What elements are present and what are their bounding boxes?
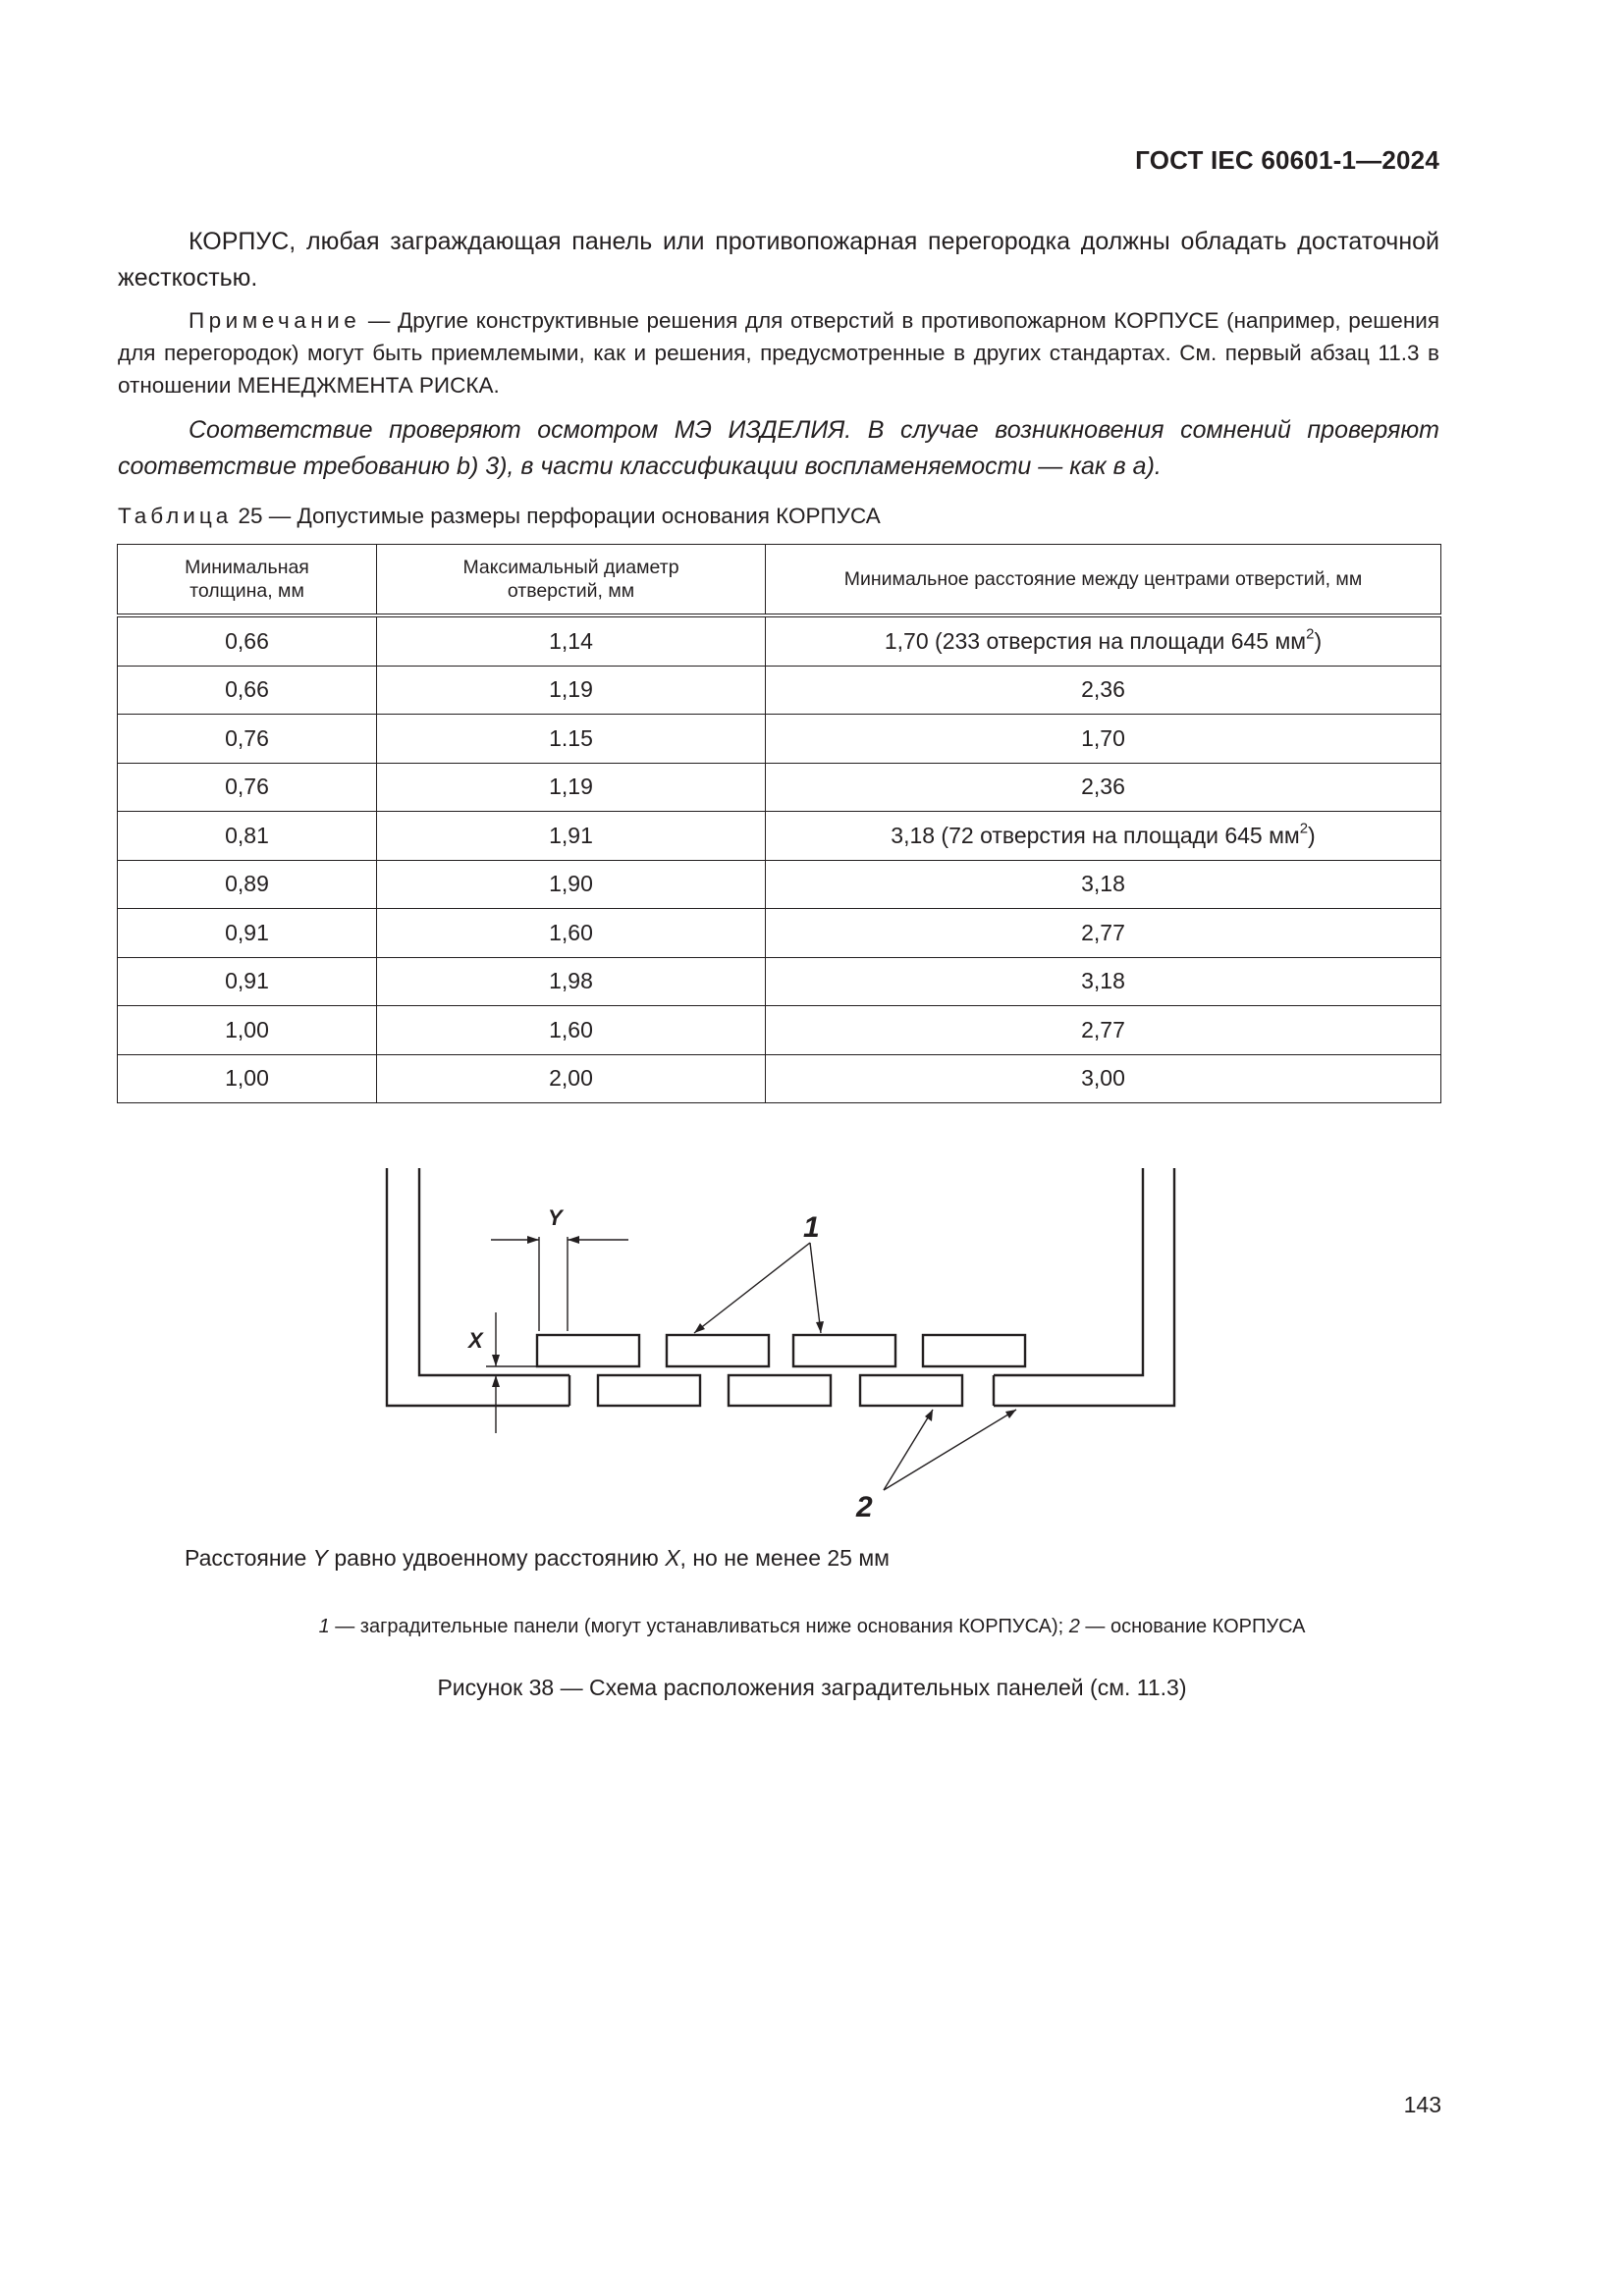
document-header: ГОСТ IEC 60601-1—2024 [1135,145,1439,175]
table-row [118,860,1441,909]
cell-thickness: 0,66 [118,666,377,715]
label-x: X [468,1328,483,1353]
cell-distance: 1,70 [766,715,1441,764]
table-row [118,666,1441,715]
note-text: — Другие конструктивные решения для отверстий в противопожарном КОРПУСЕ (например, решения для перегородок) могут быть приемлемыми, как и решения, предусмотренные в других стандартах. См. первый абзац 11.3 в отношении МЕНЕДЖМЕНТА РИСКА. [118,308,1439,398]
cell-diameter: 2,00 [377,1054,766,1103]
cell-distance: 1,70 (233 отверстия на площади 645 $мм^2$) [766,615,1441,666]
cell-thickness: 1,00 [118,1054,377,1103]
cell-thickness: 0,81 [118,812,377,861]
base-segment [598,1375,700,1406]
cell-diameter: 1,19 [377,763,766,812]
cell-diameter: 1,19 [377,666,766,715]
cell-diameter: 1,98 [377,957,766,1006]
cell-distance: 3,18 [766,860,1441,909]
base-segment [860,1375,962,1406]
table-row [118,957,1441,1006]
figure-distance-note: Расстояние Y равно удвоенному расстоянию X, но не менее 25 мм [185,1545,890,1571]
perforation-table [117,544,1441,1103]
figure-legend: 1 — заградительные панели (могут устанавливаться ниже основания КОРПУСА); 2 — основание КОРПУСА [318,1616,1306,1637]
header-thickness: Минимальная толщина, мм [118,545,377,616]
barrier-panel [793,1335,895,1366]
note-paragraph [118,304,1439,401]
cell-thickness: 0,89 [118,860,377,909]
leader-1b-arrow [816,1321,824,1333]
table-row [118,715,1441,764]
table-caption-label: Таблица [118,504,233,528]
cell-diameter: 1,14 [377,615,766,666]
cell-diameter: 1,90 [377,860,766,909]
page-number: 143 [1403,2092,1441,2117]
cell-thickness: 0,91 [118,909,377,958]
barrier-panel [923,1335,1025,1366]
cell-distance: 3,18 [766,957,1441,1006]
enclosure-outer-left [387,1168,569,1406]
table-row [118,909,1441,958]
table-caption [118,504,881,529]
cell-distance: 3,18 (72 отверстия на площади 645 $мм^2$) [766,812,1441,861]
base-segment [729,1375,831,1406]
leader-1a-arrow [694,1323,705,1333]
distance-y-symbol: Y [312,1545,328,1571]
barrier-panel [537,1335,639,1366]
distance-x-symbol: X [665,1545,680,1571]
barrier-panels-figure [0,1158,1624,1541]
y-arrow-left [527,1236,539,1244]
label-y: Y [548,1205,563,1230]
cell-diameter: 1,60 [377,1006,766,1055]
table-caption-text: 25 — Допустимые размеры перфорации основания КОРПУСА [238,504,881,528]
cell-thickness: 0,91 [118,957,377,1006]
table-row [118,1054,1441,1103]
cell-diameter: 1,91 [377,812,766,861]
enclosure-inner-right [994,1168,1143,1375]
table-row [118,812,1441,861]
cell-distance: 2,77 [766,909,1441,958]
leader-2b-arrow [1005,1410,1016,1418]
cell-thickness: 0,76 [118,715,377,764]
barrier-panel [667,1335,769,1366]
paragraph-rigidity: КОРПУС, любая заграждающая панель или противопожарная перегородка должны обладать достаточной жесткостью. [118,228,1439,292]
x-arrow-top [492,1355,500,1366]
header-distance: Минимальное расстояние между центрами отверстий, мм [766,545,1441,616]
cell-distance: 2,36 [766,666,1441,715]
cell-thickness: 0,66 [118,615,377,666]
leader-1a [694,1243,810,1333]
note-label: Примечание [189,308,361,333]
cell-thickness: 0,76 [118,763,377,812]
x-arrow-bottom [492,1375,500,1387]
leader-1b [810,1243,821,1333]
table-row [118,1006,1441,1055]
cell-distance: 2,36 [766,763,1441,812]
compliance-paragraph: Соответствие проверяют осмотром МЭ ИЗДЕЛИЯ. В случае возникновения сомнений проверяют соответствие требованию b) 3), в части классификации воспламеняемости — как в а). [118,416,1439,480]
table-row [118,763,1441,812]
cell-diameter: 1.15 [377,715,766,764]
enclosure-outer-right [994,1168,1174,1406]
table-row [118,615,1441,666]
cell-distance: 3,00 [766,1054,1441,1103]
y-arrow-right [568,1236,579,1244]
table-body [118,615,1441,1103]
cell-distance: 2,77 [766,1006,1441,1055]
cell-diameter: 1,60 [377,909,766,958]
enclosure-inner-left [419,1168,569,1375]
leader-2b [884,1410,1016,1490]
cell-thickness: 1,00 [118,1006,377,1055]
label-2: 2 [856,1491,873,1523]
table-header-row [118,545,1441,616]
label-1: 1 [803,1211,820,1244]
header-diameter: Максимальный диаметр отверстий, мм [377,545,766,616]
leader-2a [884,1410,933,1490]
figure-caption: Рисунок 38 — Схема расположения заградительных панелей (см. 11.3) [437,1675,1187,1700]
